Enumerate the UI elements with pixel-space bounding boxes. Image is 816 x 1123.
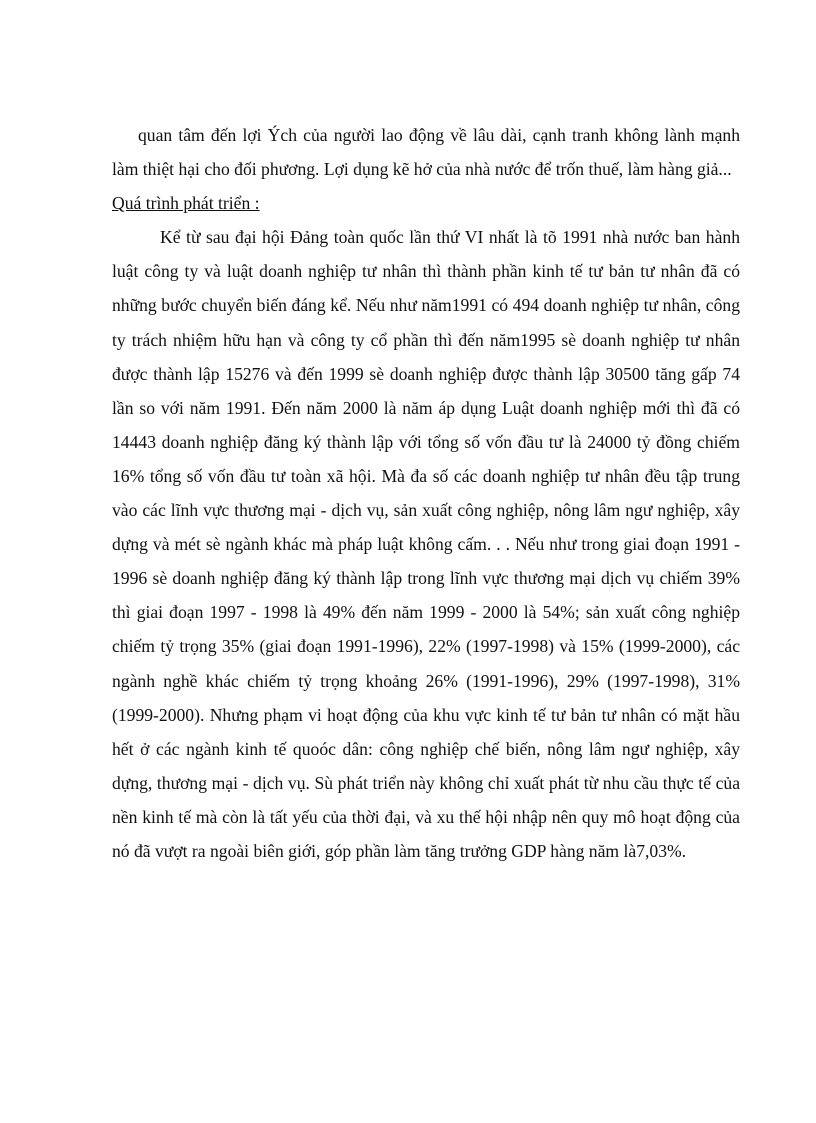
document-body	[112, 118, 740, 868]
paragraph-continuation: quan tâm đến lợi Ých của người lao động về lâu dài, cạnh tranh không lành mạnh làm thiệt hại cho đối phương. Lợi dụng kẽ hở của nhà nước để trốn thuế, làm hàng giả...	[112, 125, 740, 180]
section-heading: Quá trình phát triển :	[112, 193, 260, 214]
paragraph-development: Kể từ sau đại hội Đảng toàn quốc lần thứ VI nhất là tõ 1991 nhà nước ban hành luật công ty và luật doanh nghiệp tư nhân thì thành phần kinh tế tư bản tư nhân đã có những bước chuyển biến đáng kể. Nếu như năm1991 có 494 doanh nghiệp tư nhân, công ty trách nhiệm hữu hạn và công ty cổ phần thì đến năm1995 sè doanh nghiệp tư nhân được thành lập 15276 và đến 1999 sè doanh nghiệp được thành lập 30500 tăng gấp 74 lần so với năm 1991. Đến năm 2000 là năm áp dụng Luật doanh nghiệp mới thì đã có 14443 doanh nghiệp đăng ký thành lập với tổng số vốn đầu tư là 24000 tỷ đồng chiếm 16% tổng số vốn đầu tư toàn xã hội. Mà đa số các doanh nghiệp tư nhân đều tập trung vào các lĩnh vực thương mại - dịch vụ, sản xuất công nghiệp, nông lâm ngư nghiệp, xây dựng và mét sè ngành khác mà pháp luật không cấm. . . Nếu như trong giai đoạn 1991 - 1996 sè doanh nghiệp đăng ký thành lập trong lĩnh vực thương mại dịch vụ chiếm 39% thì giai đoạn 1997 - 1998 là 49% đến năm 1999 - 2000 là 54%; sản xuất công nghiệp chiếm tỷ trọng 35% (giai đoạn 1991-1996), 22% (1997-1998) và 15% (1999-2000), các ngành nghề khác chiếm tỷ trọng khoảng 26% (1991-1996), 29% (1997-1998), 31% (1999-2000). Nhưng phạm vi hoạt động của khu vực kinh tế tư bản tư nhân có mặt hầu hết ở các ngành kinh tế quoóc dân: công nghiệp chế biến, nông lâm ngư nghiệp, xây dựng, thương mại - dịch vụ. Sù phát triển này không chỉ xuất phát từ nhu cầu thực tế của nền kinh tế mà còn là tất yếu của thời đại, và xu thế hội nhập nên quy mô hoạt động của nó đã vượt ra ngoài biên giới, góp phần làm tăng trưởng GDP hàng năm là7,03%.	[112, 227, 740, 861]
